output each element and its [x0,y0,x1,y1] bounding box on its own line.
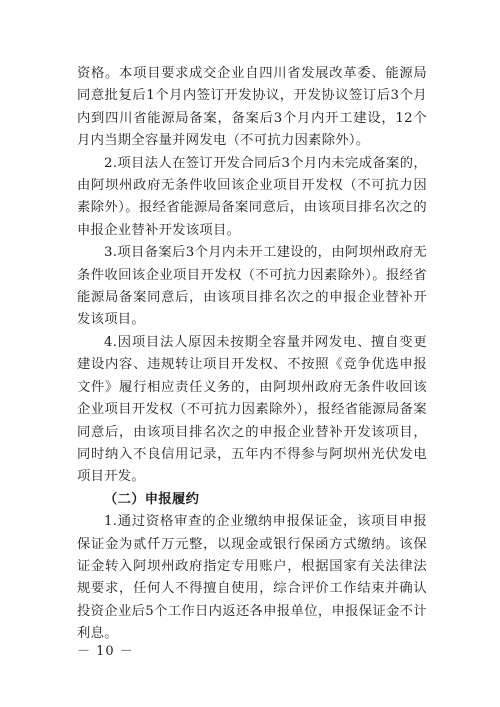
paragraph-item-3: 3.项目备案后3个月内未开工建设的，由阿坝州政府无条件收回该企业项目开发权（不可抗力因素除外）。报经省能源局备案同意后，由该项目排名次之的申报企业替补开发该项目。 [77,245,427,328]
paragraph-item-4: 4.因项目法人原因未按期全容量并网发电、擅自变更建设内容、违规转让项目开发权、不按照《竞争优选申报文件》履行相应责任义务的，由阿坝州政府无条件收回该企业项目开发权（不可抗力因素除外），报经省能源局备案同意后，由该项目排名次之的申报企业替补开发该项目，同时纳入不良信用记录，五年内不得参与阿坝州光伏发电项目开发。 [77,334,427,485]
document-body [77,63,427,646]
paragraph-continuation: 资格。本项目要求成交企业自四川省发展改革委、能源局同意批复后1个月内签订开发协议，开发协议签订后3个月内到四川省能源局备案，备案后3个月内开工建设，12个月内当期全容量并网发电（不可抗力因素除外）。 [77,66,427,149]
paragraph-item-2: 2.项目法人在签订开发合同后3个月内未完成备案的，由阿坝州政府无条件收回该企业项目开发权（不可抗力因素除外）。报经省能源局备案同意后，由该项目排名次之的申报企业替补开发该项目。 [77,155,427,238]
section-heading: （二）申报履约 [104,491,200,507]
page-number: － 10 － [77,644,134,659]
paragraph-deposit: 1.通过资格审查的企业缴纳申报保证金，该项目申报保证金为贰仟万元整，以现金或银行保函方式缴纳。该保证金转入阿坝州政府指定专用账户，根据国家有关法律法规要求，任何人不得擅自使用，综合评价工作结束并确认投资企业后5个工作日内返还各申报单位，申报保证金不计利息。 [77,514,427,642]
